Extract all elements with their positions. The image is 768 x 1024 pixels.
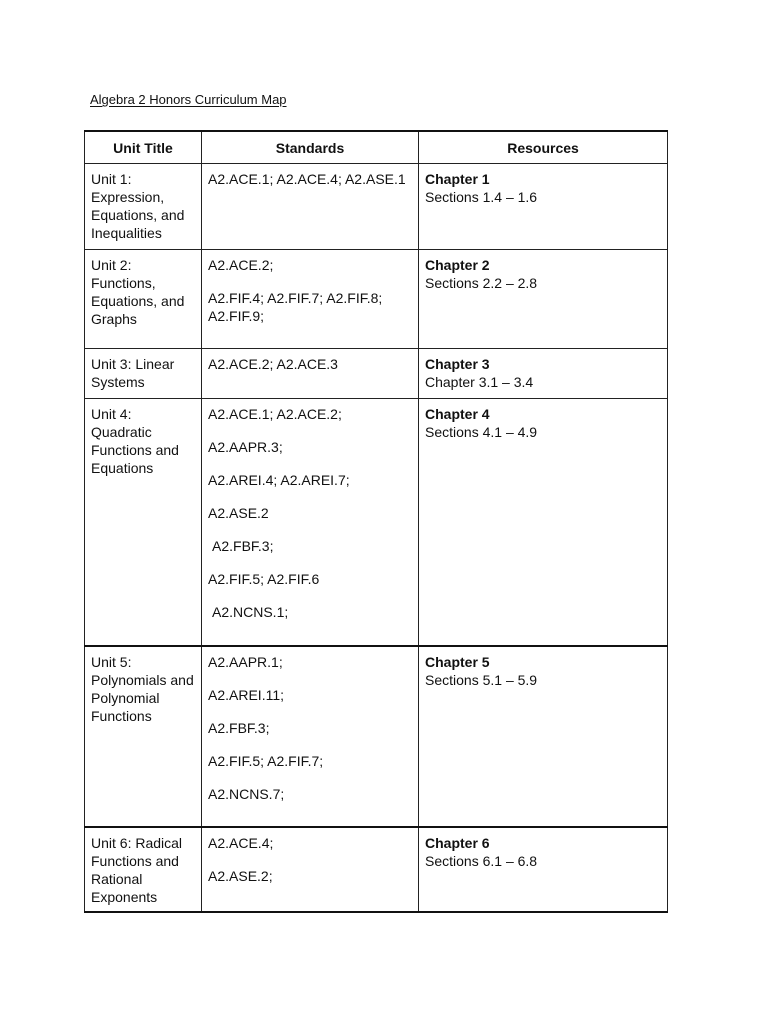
standard-entry: A2.FIF.4; A2.FIF.7; A2.FIF.8; A2.FIF.9; [208, 290, 383, 324]
standard-entry: A2.ASE.2 [208, 505, 269, 521]
resources-cell [419, 164, 668, 250]
standard-entry: A2.ACE.2; A2.ACE.3 [208, 356, 338, 372]
standard-entry: A2.AAPR.3; [208, 439, 283, 455]
table-row [85, 164, 668, 250]
standards-cell [202, 250, 419, 349]
table-row [85, 827, 668, 912]
standards-cell [202, 349, 419, 399]
standard-entry: A2.FIF.5; A2.FIF.7; [208, 752, 324, 769]
sections-label: Sections 1.4 – 1.6 [425, 189, 538, 205]
unit-title: Unit 2: Functions, Equations, and Graphs [91, 257, 185, 327]
unit-title: Unit 6: Radical Functions and Rational Exponents [91, 834, 183, 905]
resources-cell [419, 349, 668, 399]
chapter-label: Chapter 4 [425, 406, 490, 422]
table-row [85, 646, 668, 827]
standards-cell [202, 646, 419, 827]
curriculum-table [84, 130, 668, 913]
sections-label: Sections 2.2 – 2.8 [425, 275, 538, 291]
standard-entry: A2.FBF.3; [212, 538, 274, 554]
standard-entry: A2.AREI.4; A2.AREI.7; [208, 472, 350, 488]
chapter-label: Chapter 2 [425, 257, 490, 273]
header-unit-title: Unit Title [85, 131, 202, 164]
sections-label: Sections 5.1 – 5.9 [425, 671, 538, 688]
resources-cell [419, 827, 668, 912]
sections-label: Chapter 3.1 – 3.4 [425, 374, 534, 390]
unit-title: Unit 3: Linear Systems [91, 356, 175, 390]
standards-cell [202, 164, 419, 250]
table-row [85, 250, 668, 349]
standard-entry: A2.ACE.1; A2.ACE.2; [208, 406, 342, 422]
standard-entry: A2.AAPR.1; [208, 653, 283, 670]
chapter-label: Chapter 5 [425, 653, 490, 670]
unit-title-cell [85, 399, 202, 646]
header-resources: Resources [419, 131, 668, 164]
chapter-label: Chapter 3 [425, 356, 490, 372]
unit-title-cell [85, 827, 202, 912]
standard-entry: A2.ACE.4; [208, 834, 274, 851]
table-row [85, 349, 668, 399]
standards-cell [202, 399, 419, 646]
unit-title-cell [85, 349, 202, 399]
header-standards: Standards [202, 131, 419, 164]
unit-title-cell [85, 646, 202, 827]
unit-title: Unit 4: Quadratic Functions and Equations [91, 406, 179, 476]
chapter-label: Chapter 1 [425, 171, 490, 187]
standard-entry: A2.ASE.2; [208, 867, 273, 884]
unit-title-cell [85, 250, 202, 349]
table-row [85, 399, 668, 646]
sections-label: Sections 4.1 – 4.9 [425, 424, 538, 440]
standard-entry: A2.FBF.3; [208, 719, 270, 736]
unit-title: Unit 1: Expression, Equations, and Inequalities [91, 171, 185, 241]
standard-entry: A2.FIF.5; A2.FIF.6 [208, 571, 320, 587]
standard-entry: A2.NCNS.1; [212, 604, 289, 620]
standards-cell [202, 827, 419, 912]
standard-entry: A2.AREI.11; [208, 686, 285, 703]
chapter-label: Chapter 6 [425, 834, 490, 851]
standard-entry: A2.NCNS.7; [208, 785, 285, 802]
table-header-row [85, 131, 668, 164]
standard-entry: A2.ACE.1; A2.ACE.4; A2.ASE.1 [208, 171, 406, 187]
unit-title: Unit 5: Polynomials and Polynomial Functions [91, 653, 194, 724]
resources-cell [419, 250, 668, 349]
page-title: Algebra 2 Honors Curriculum Map [90, 92, 287, 107]
resources-cell [419, 646, 668, 827]
standard-entry: A2.ACE.2; [208, 257, 274, 273]
resources-cell [419, 399, 668, 646]
unit-title-cell [85, 164, 202, 250]
sections-label: Sections 6.1 – 6.8 [425, 852, 538, 869]
